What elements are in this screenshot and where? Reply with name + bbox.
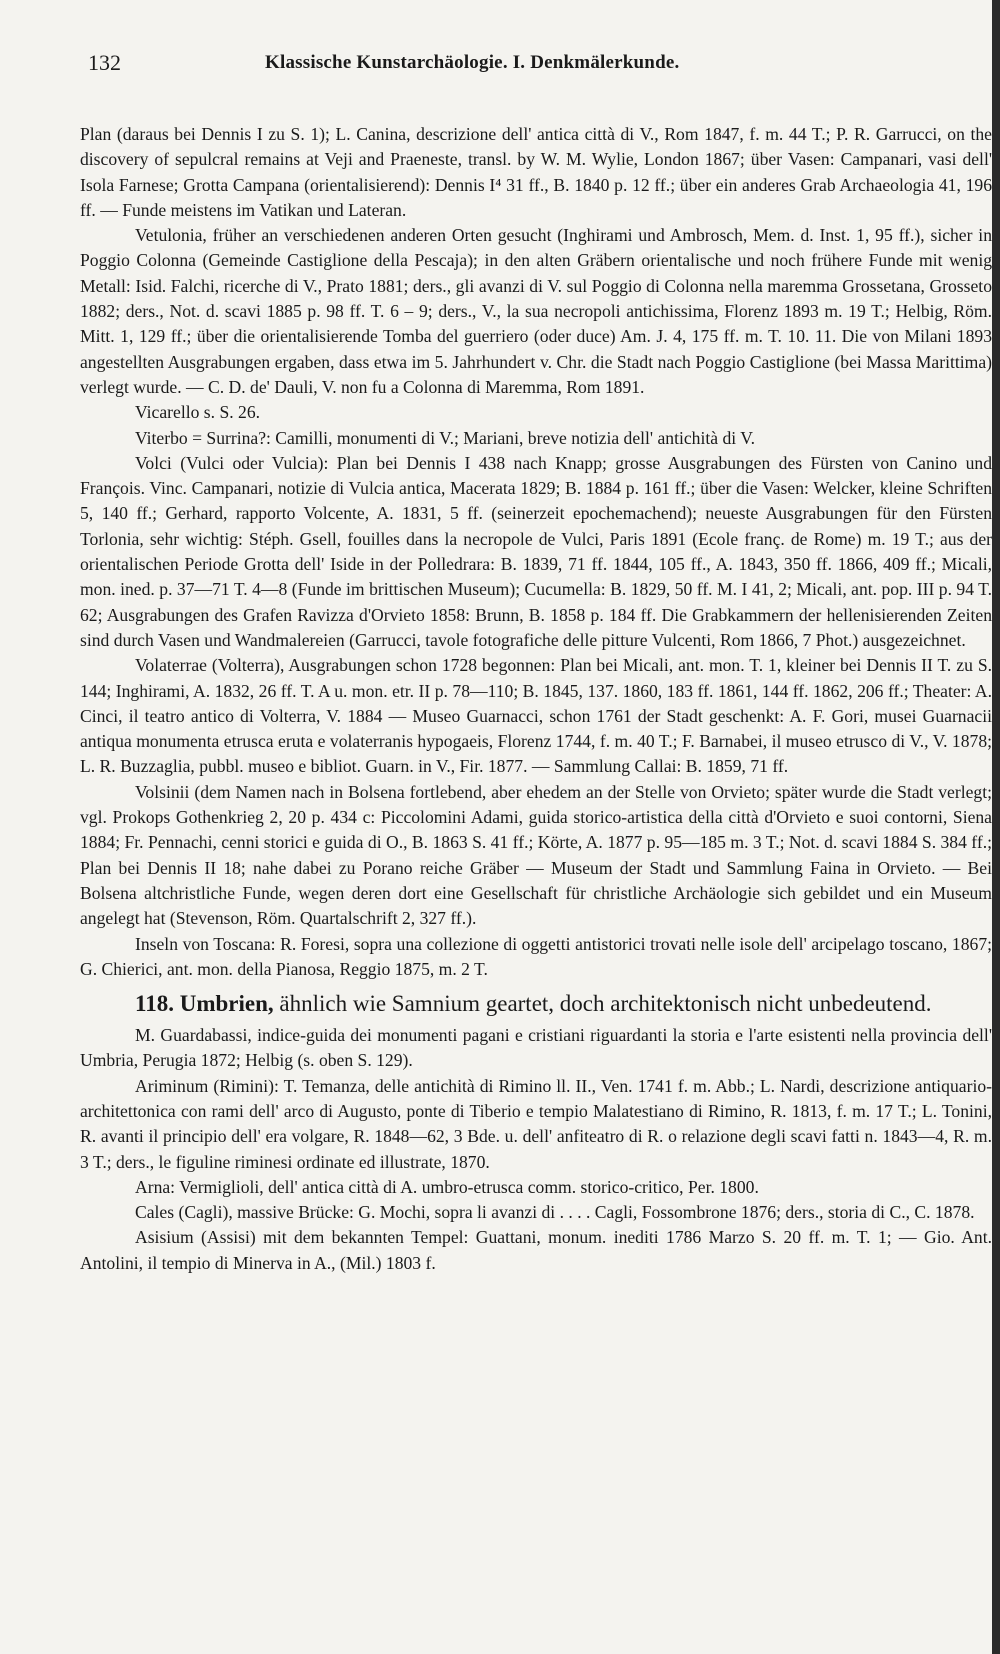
- paragraph: Plan (daraus bei Dennis I zu S. 1); L. Canina, descrizione dell' antica città di V., Rom 1847, f. m. 44 T.; P. R. Garrucci, on the discovery of sepulcral remains at Veji and Praeneste, transl. by W. M. Wylie, London 1867; über Vasen: Campanari, vasi dell' Isola Farnese; Grotta Campana (orientalisierend): Dennis I⁴ 31 ff., B. 1840 p. 12 ff.; über ein anderes Grab Archaeologia 41, 196 ff. — Funde meistens im Vatikan und Lateran.: [80, 124, 992, 220]
- paragraph: Cales (Cagli), massive Brücke: G. Mochi, sopra li avanzi di . . . . Cagli, Fossombrone 1876; ders., storia di C., C. 1878.: [135, 1202, 975, 1223]
- running-title: Klassische Kunstarchäologie. I. Denkmälerkunde.: [265, 52, 680, 73]
- paragraph: Ariminum (Rimini): T. Temanza, delle antichità di Rimino ll. II., Ven. 1741 f. m. Abb.; L. Nardi, descrizione antiquario-architettonica con rami dell' arco di Augusto, ponte di Tiberio e tempio Malatestiano di Rimino, R. 1813, f. m. 17 T.; L. Tonini, R. avanti il principio dell' era volgare, R. 1848—62, 3 Bde. u. dell' anfiteatro di R. o relazione degli scavi fatti n. 1843—4, R. m. 3 T.; ders., le figuline riminesi ordinate ed illustrate, 1870.: [80, 1075, 992, 1172]
- page-header: [80, 50, 992, 98]
- page-edge: [992, 0, 1000, 1654]
- paragraphs-before: [80, 122, 992, 982]
- paragraph: Vicarello s. S. 26.: [135, 402, 261, 423]
- paragraph: Arna: Vermiglioli, dell' antica città di A. umbro-etrusca comm. storico-critico, Per. 1800.: [135, 1176, 759, 1197]
- section-number: 118.: [135, 991, 174, 1017]
- paragraph: Inseln von Toscana: R. Foresi, sopra una collezione di oggetti antistorici trovati nelle isole dell' arcipelago toscano, 1867; G. Chierici, ant. mon. della Pianosa, Reggio 1875, m. 2 T.: [80, 933, 992, 979]
- paragraph: Viterbo = Surrina?: Camilli, monumenti di V.; Mariani, breve notizia dell' antichità di V.: [135, 427, 756, 448]
- paragraph: Volci (Vulci oder Vulcia): Plan bei Dennis I 438 nach Knapp; grosse Ausgrabungen des Fürsten von Canino und François. Vinc. Campanari, notizie di Vulcia antica, Macerata 1829; B. 1884 p. 161 ff.; über die Vasen: Welcker, kleine Schriften 5, 140 ff.; Gerhard, rapporto Volcente, A. 1831, 5 ff. (seinerzeit epochemachend); neueste Ausgrabungen für den Fürsten Torlonia, sehr wichtig: Stéph. Gsell, fouilles dans la necropole de Vulci, Paris 1891 (Ecole franç. de Rome) m. 19 T.; aus der orientalischen Periode Grotta dell' Iside in der Polledrara: B. 1839, 71 ff. 1844, 105 ff., A. 1843, 350 ff. 1866, 409 ff.; Micali, mon. ined. p. 37—71 T. 4—8 (Funde im brittischen Museum); Cucumella: B. 1829, 50 ff. M. I 41, 2; Micali, ant. pop. III p. 94 T. 62; Ausgrabungen des Grafen Ravizza d'Orvieto 1858: Brunn, B. 1858 p. 184 ff. Die Grabkammern der hellenisierenden Zeiten sind durch Vasen und Wandmalereien (Garrucci, tavole fotografiche delle pitture Vulcenti, Rom 1866, 7 Phot.) ausgezeichnet.: [80, 452, 992, 650]
- paragraph: Volaterrae (Volterra), Ausgrabungen schon 1728 begonnen: Plan bei Micali, ant. mon. T. 1, kleiner bei Dennis II T. zu S. 144; Inghirami, A. 1832, 26 ff. T. A u. mon. etr. II p. 78—110; B. 1845, 137. 1860, 183 ff. 1861, 144 ff. 1862, 206 ff.; Theater: A. Cinci, il teatro antico di Volterra, V. 1884 — Museo Guarnacci, schon 1761 der Stadt geschenkt: A. F. Gori, musei Guarnacii antiqua monumenta etrusca eruta e volaterranis hypogaeis, Florenz 1744, f. m. 40 T.; F. Barnabei, il museo etrusco di V., V. 1878; L. R. Buzzaglia, pubbl. museo e bibliot. Guarn. in V., Fir. 1877. — Sammlung Callai: B. 1859, 71 ff.: [80, 655, 992, 777]
- section-heading: [80, 989, 992, 1018]
- section-title: Umbrien,: [179, 991, 274, 1017]
- body-text: [80, 122, 992, 1276]
- page-number: 132: [88, 50, 121, 75]
- paragraph: M. Guardabassi, indice-guida dei monumenti pagani e cristiani riguardanti la storia e l'arte esistenti nella provincia dell' Umbria, Perugia 1872; Helbig (s. oben S. 129).: [80, 1025, 992, 1071]
- paragraph: Vetulonia, früher an verschiedenen anderen Orten gesucht (Inghirami und Ambrosch, Mem. d. Inst. 1, 95 ff.), sicher in Poggio Colonna (Gemeinde Castiglione della Pescaja); in den alten Gräbern orientalische und noch frühere Funde mit wenig Metall: Isid. Falchi, ricerche di V., Prato 1881; ders., gli avanzi di V. sul Poggio di Colonna nella maremma Grossetana, Grosseto 1882; ders., Not. d. scavi 1885 p. 98 ff. T. 6 – 9; ders., V., la sua necropoli antichissima, Florenz 1893 m. 19 T.; Helbig, Röm. Mitt. 1, 129 ff.; über die orientalisierende Tomba del guerriero (oder duce) Am. J. 4, 175 ff. m. T. 10. 11. Die von Milani 1893 angestellten Ausgrabungen ergaben, dass etwa im 5. Jahrhundert v. Chr. die Stadt nach Poggio Castiglione (bei Massa Marittima) verlegt wurde. — C. D. de' Dauli, V. non fu a Colonna di Maremma, Rom 1891.: [80, 225, 992, 397]
- paragraph: Asisium (Assisi) mit dem bekannten Tempel: Guattani, monum. inediti 1786 Marzo S. 20 ff. m. T. 1; — Gio. Ant. Antolini, il tempio di Minerva in A., (Mil.) 1803 f.: [80, 1227, 992, 1273]
- paragraphs-after: [80, 1023, 992, 1276]
- paragraph: Volsinii (dem Namen nach in Bolsena fortlebend, aber ehedem an der Stelle von Orvieto; später wurde die Stadt verlegt; vgl. Prokops Gothenkrieg 2, 20 p. 434 c: Piccolomini Adami, guida storico-artistica della città d'Orvieto e suoi contorni, Siena 1884; Fr. Pennachi, cenni storici e guida di O., B. 1863 S. 41 ff.; Körte, A. 1877 p. 95—185 m. 3 T.; Not. d. scavi 1884 S. 384 ff.; Plan bei Dennis II 18; nahe dabei zu Porano reiche Gräber — Museum der Stadt und Sammlung Faina in Orvieto. — Bei Bolsena altchristliche Funde, wegen deren dort eine Gesellschaft für christliche Archäologie sich gebildet und ein Museum angelegt hat (Stevenson, Röm. Quartalschrift 2, 327 ff.).: [80, 781, 992, 929]
- section-subtitle: ähnlich wie Samnium geartet, doch architektonisch nicht unbedeutend.: [273, 991, 932, 1017]
- book-page: [80, 50, 992, 1650]
